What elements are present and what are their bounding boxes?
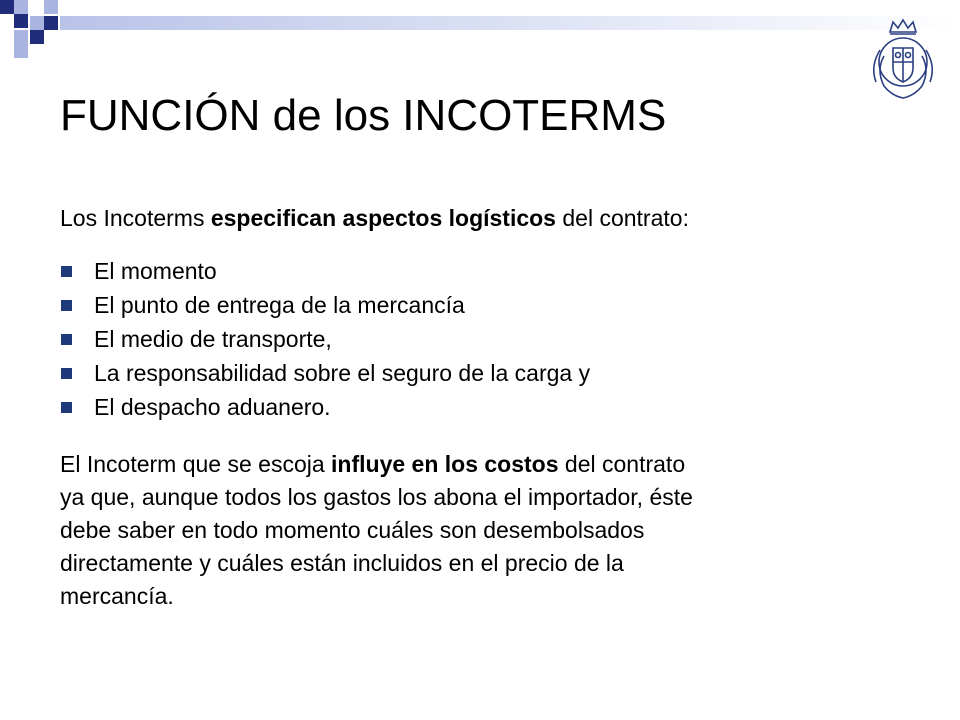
- bullet-item: [60, 322, 590, 356]
- paragraph-post: del contrato: [558, 451, 686, 477]
- intro-post: del contrato:: [555, 205, 689, 231]
- square-bullet-icon: [61, 266, 72, 277]
- square-bullet-icon: [61, 300, 72, 311]
- bullet-label: El medio de transporte,: [94, 326, 332, 352]
- deco-square: [14, 0, 28, 14]
- bullet-item: [60, 288, 590, 322]
- bullet-label: La responsabilidad sobre el seguro de la carga y: [94, 360, 591, 386]
- intro-text: [60, 202, 689, 234]
- paragraph-line: [60, 448, 900, 481]
- header-gradient-bar: [60, 16, 960, 30]
- bullet-item: [60, 356, 590, 390]
- paragraph-bold: influye en los costos: [331, 451, 559, 477]
- slide-title: FUNCIÓN de los INCOTERMS: [60, 91, 667, 140]
- bullet-item: [60, 390, 590, 424]
- deco-square: [14, 30, 28, 44]
- bullet-item: [60, 254, 590, 288]
- paragraph-line: directamente y cuáles están incluidos en el precio de la: [60, 550, 624, 576]
- square-bullet-icon: [61, 334, 72, 345]
- square-bullet-icon: [61, 368, 72, 379]
- paragraph-pre: El Incoterm que se escoja: [60, 451, 332, 477]
- bullet-list: [60, 254, 590, 424]
- deco-square: [30, 16, 44, 30]
- square-bullet-icon: [61, 402, 72, 413]
- paragraph-line: ya que, aunque todos los gastos los abona el importador, éste: [60, 484, 693, 510]
- deco-square: [14, 44, 28, 58]
- header-decoration: [0, 0, 960, 62]
- paragraph-line: debe saber en todo momento cuáles son desembolsados: [60, 517, 645, 543]
- bullet-label: El momento: [94, 258, 217, 284]
- deco-square: [14, 14, 28, 28]
- intro-pre: Los Incoterms: [60, 205, 211, 231]
- bullet-label: El despacho aduanero.: [94, 394, 331, 420]
- body-paragraph: [60, 448, 900, 613]
- deco-square: [44, 16, 58, 30]
- bullet-label: El punto de entrega de la mercancía: [94, 292, 465, 318]
- intro-bold: especifican aspectos logísticos: [210, 205, 556, 231]
- crest-emblem-icon: [862, 16, 944, 102]
- deco-square: [0, 0, 14, 14]
- deco-square: [30, 30, 44, 44]
- paragraph-line: mercancía.: [60, 583, 174, 609]
- deco-square: [44, 0, 58, 14]
